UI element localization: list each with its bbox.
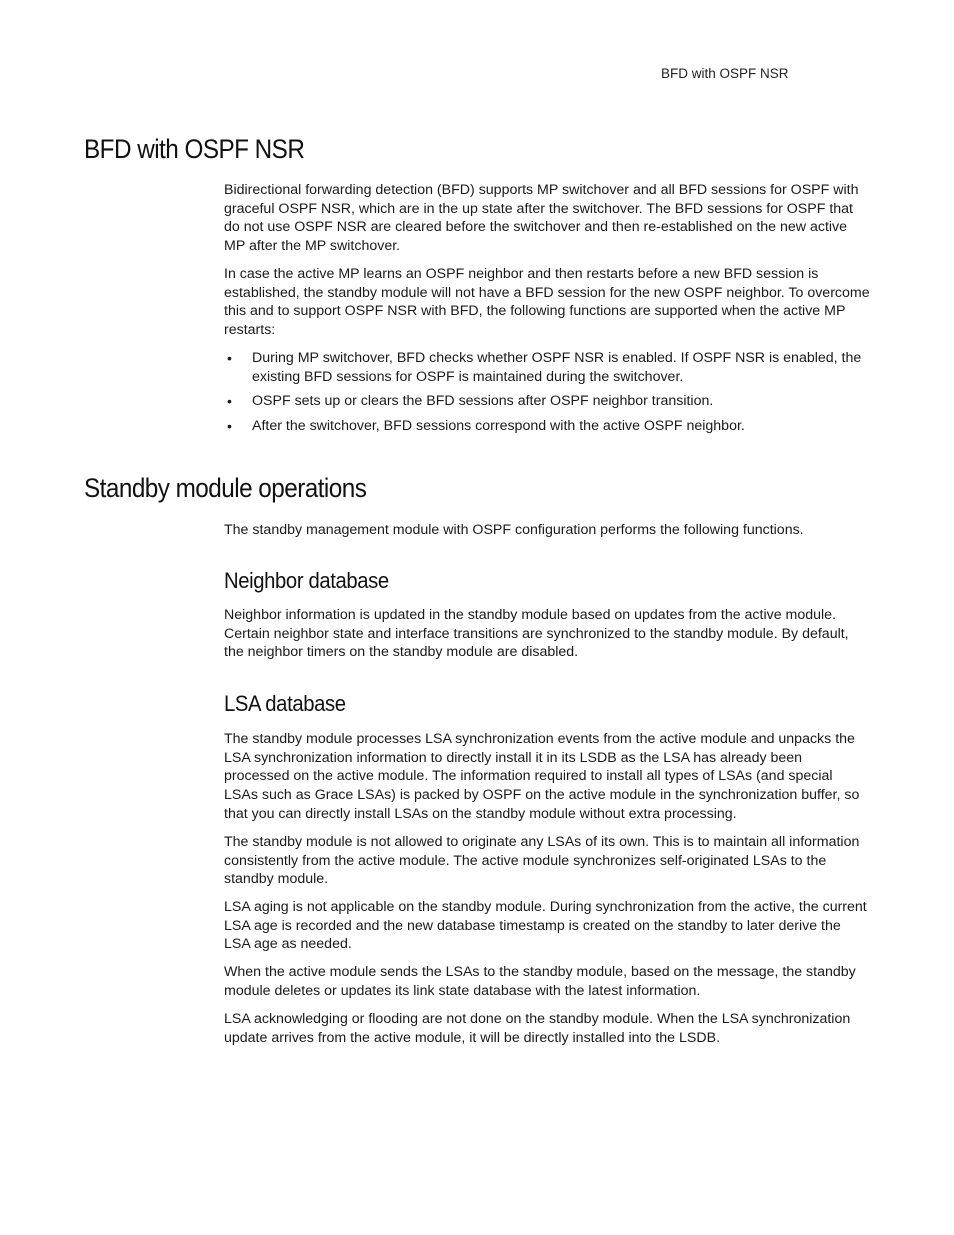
bfd-paragraph-1: Bidirectional forwarding detection (BFD) supports MP switchover and all BFD sessions for OSPF with graceful OSPF NSR, which are in the up state after the switchover. The BFD sessions for OSPF that do not use OSPF NSR are cleared before the switchover and then re-established on the new active MP after the MP switchover. (224, 182, 859, 255)
lsa-paragraph-2: The standby module is not allowed to originate any LSAs of its own. This is to maintain all information consistently from the active module. The active module synchronizes self-originated LSAs to the standby module. (224, 834, 860, 888)
bfd-bullet-list (224, 349, 870, 442)
list-item (224, 392, 870, 411)
list-item-text: After the switchover, BFD sessions correspond with the active OSPF neighbor. (252, 418, 745, 435)
subsection-title-lsa-database: LSA database (224, 691, 346, 716)
list-item (224, 417, 870, 436)
lsa-paragraph-5: LSA acknowledging or flooding are not done on the standby module. When the LSA synchronization update arrives from the active module, it will be directly installed into the LSDB. (224, 1011, 851, 1046)
lsa-paragraph-4: When the active module sends the LSAs to the standby module, based on the message, the standby module deletes or updates its link state database with the latest information. (224, 964, 856, 999)
list-item-text: OSPF sets up or clears the BFD sessions after OSPF neighbor transition. (252, 393, 714, 410)
subsection-title-neighbor-database: Neighbor database (224, 568, 389, 593)
bfd-paragraph-2: In case the active MP learns an OSPF neighbor and then restarts before a new BFD session is established, the standby module will not have a BFD session for the new OSPF neighbor. To overcome this and to support OSPF NSR with BFD, the following functions are supported when the active MP restarts: (224, 266, 870, 339)
lsa-paragraph-3: LSA aging is not applicable on the standby module. During synchronization from the active, the current LSA age is recorded and the new database timestamp is created on the standby to later derive the LSA age as needed. (224, 899, 867, 953)
standby-intro: The standby management module with OSPF configuration performs the following functions. (224, 522, 804, 538)
list-item-text: During MP switchover, BFD checks whether OSPF NSR is enabled. If OSPF NSR is enabled, the existing BFD sessions for OSPF is maintained during the switchover. (252, 350, 862, 385)
list-item (224, 349, 870, 386)
lsa-paragraph-1: The standby module processes LSA synchronization events from the active module and unpacks the LSA synchronization information to directly install it in its LSDB as the LSA has already been processed on the active module. The information required to install all types of LSAs (and special LSAs such as Grace LSAs) is packed by OSPF on the active module in the synchronization buffer, so that you can directly install LSAs on the standby module without extra processing. (224, 731, 860, 822)
section-title-bfd-ospf-nsr: BFD with OSPF NSR (84, 134, 305, 164)
neighbor-paragraph: Neighbor information is updated in the standby module based on updates from the active module. Certain neighbor state and interface transitions are synchronized to the standby module. By default, the neighbor timers on the standby module are disabled. (224, 607, 849, 661)
running-header: BFD with OSPF NSR (661, 66, 789, 81)
bullet-icon: • (227, 418, 232, 435)
section-title-standby-module-operations: Standby module operations (84, 473, 367, 503)
bullet-icon: • (227, 350, 232, 366)
bullet-icon: • (227, 393, 232, 410)
